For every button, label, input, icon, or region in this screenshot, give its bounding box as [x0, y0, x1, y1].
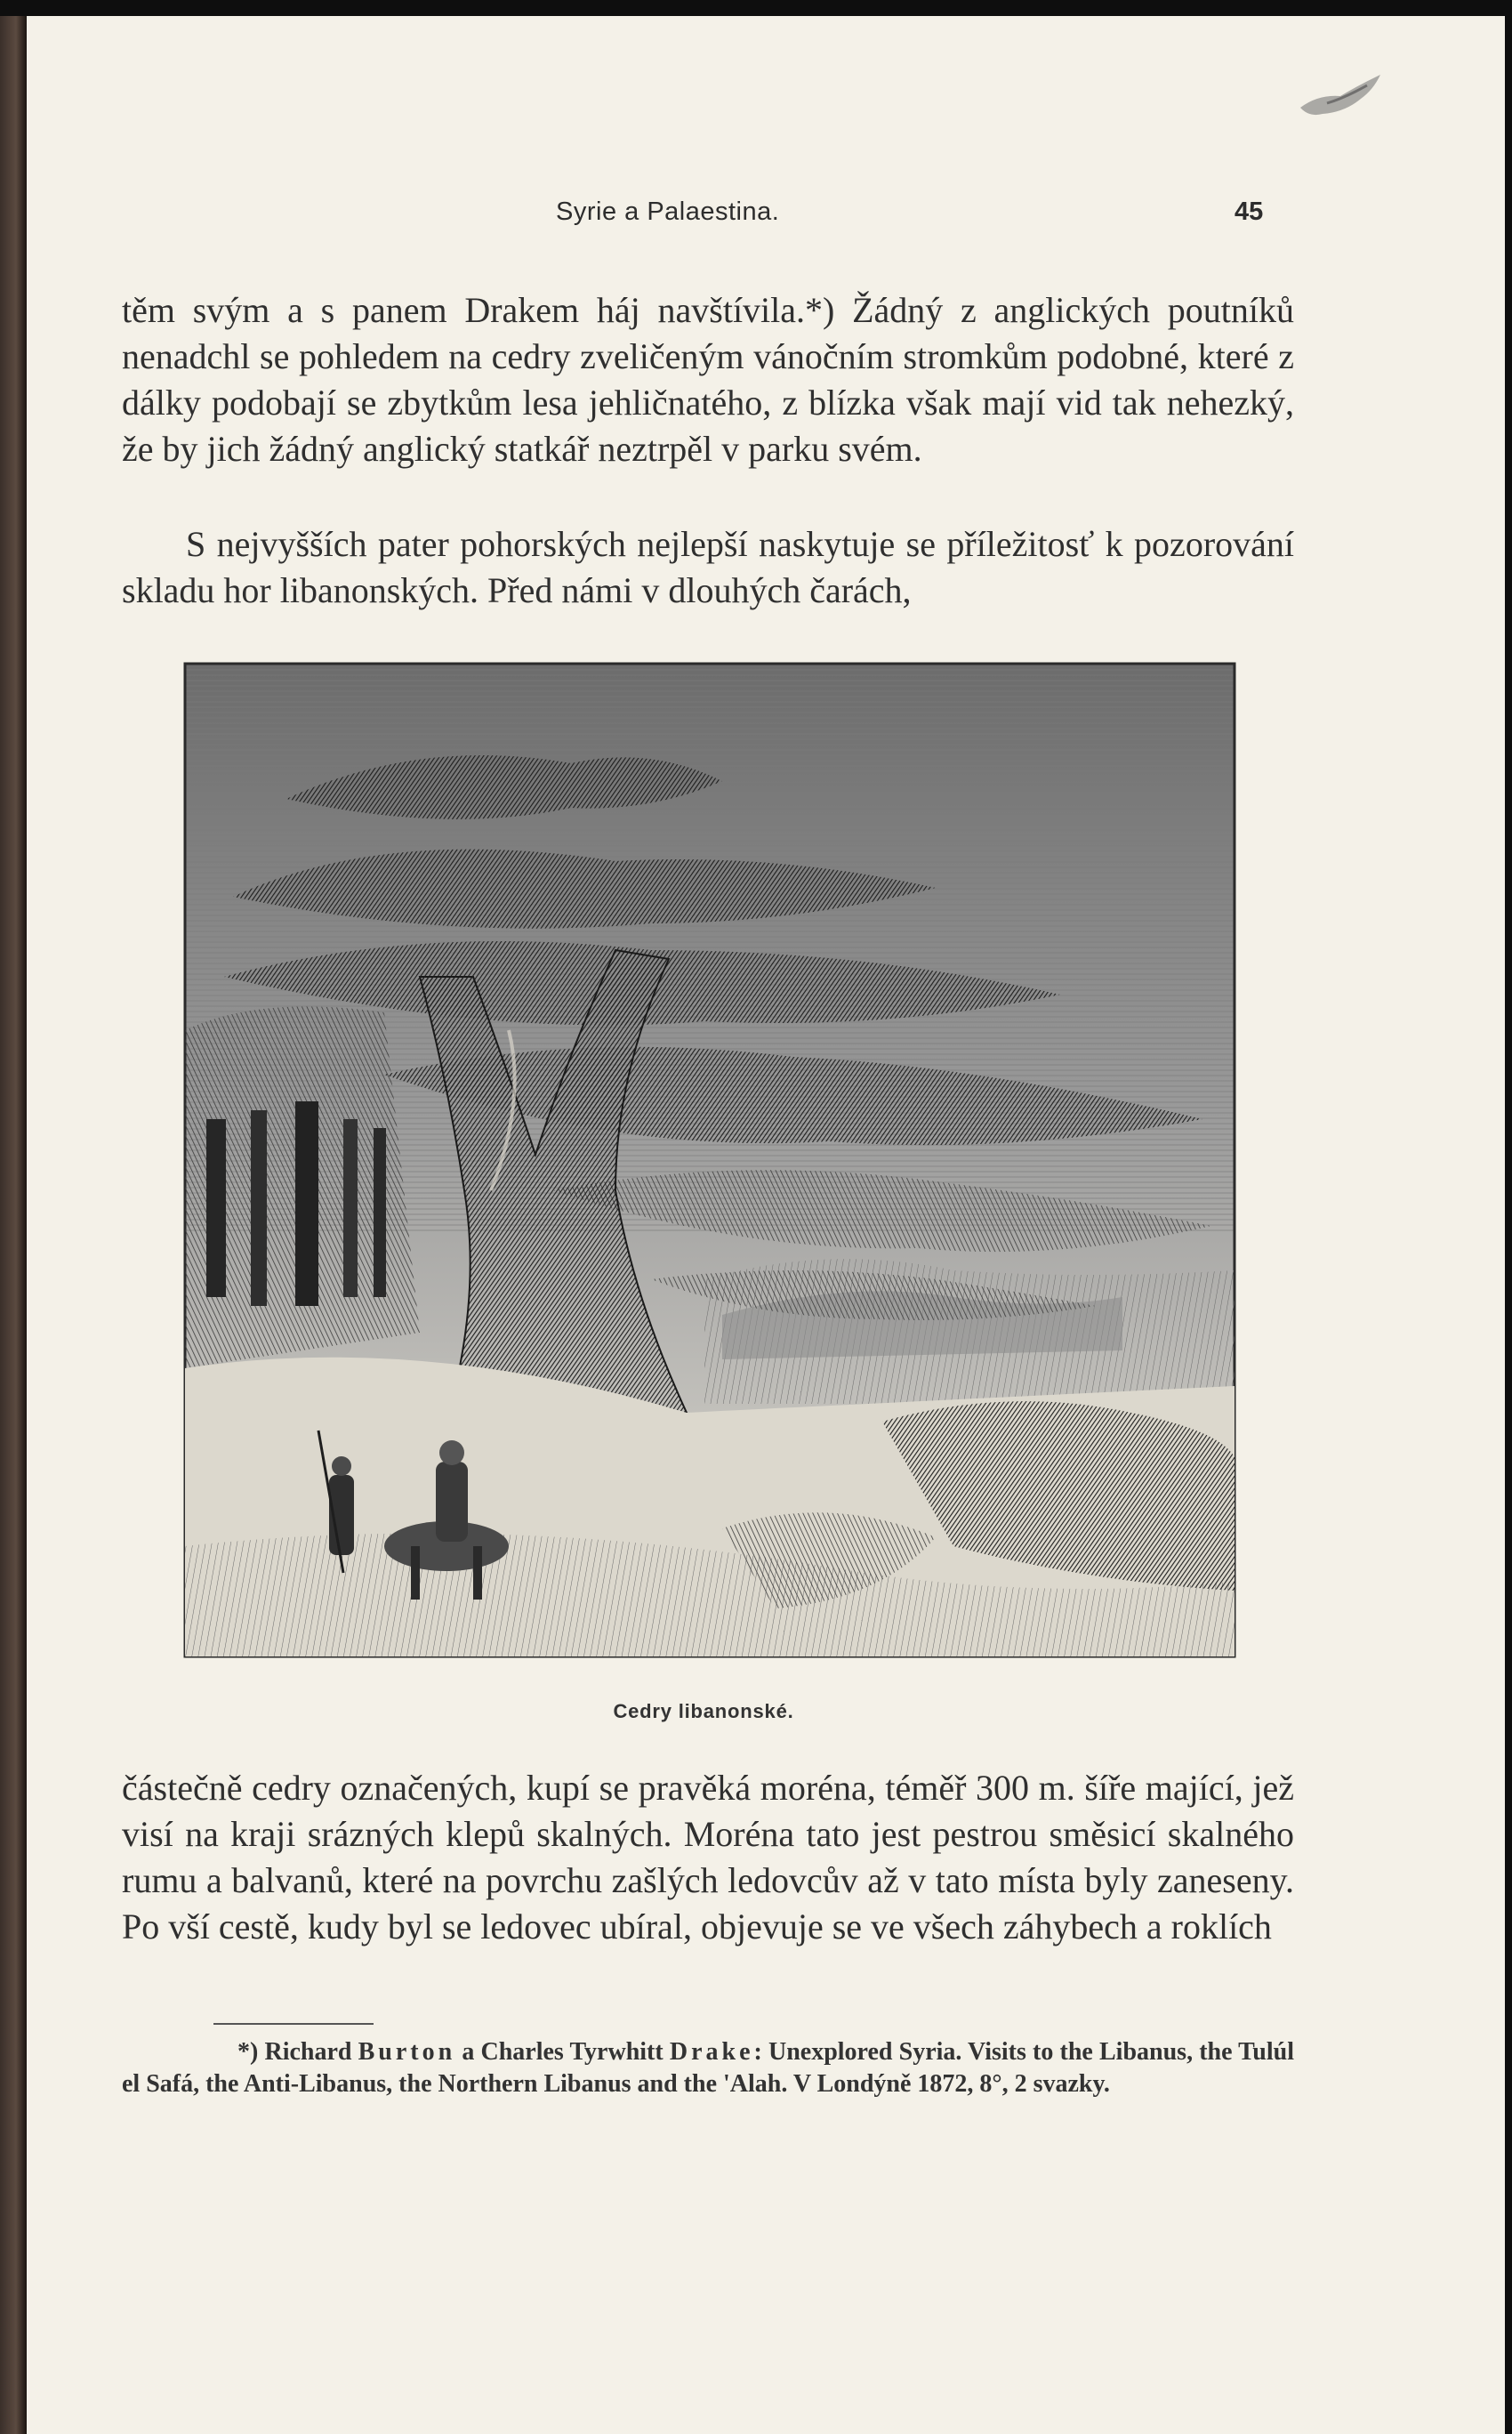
- cedar-engraving: [153, 657, 1267, 1672]
- page-number: 45: [1235, 197, 1264, 226]
- footnote-citation: : Unexplored Syria. Visits to the Libanus, the Tulúl el Safá, the Anti-Libanus, the Northern Libanus and the 'Alah. V Londýně 1872, 8°, 2 svazky.: [122, 2038, 1294, 2098]
- ink-smudge: [1291, 59, 1389, 130]
- book-page: [27, 16, 1505, 2434]
- paragraph-2: S nejvyšších pater pohorských nejlepší naskytuje se příležitosť k pozorování skladu hor libanonských. Před námi v dlouhých čarách,: [122, 524, 1294, 610]
- running-head: [27, 197, 1505, 233]
- footnote-connector: a Charles Tyrwhitt: [455, 2038, 670, 2066]
- paragraph-3: částečně cedry označených, kupí se pravěká moréna, téměř 300 m. šíře mající, jež visí na kraji srázných klepů skalných. Moréna tato jest pestrou směsicí skalného rumu a balvanů, které na povrchu zašlých ledovcův až v tato místa byly zaneseny. Po vší cestě, kudy byl se ledovec ubíral, objevuje se ve všech záhybech a roklích: [122, 1768, 1294, 1946]
- footnote-rule: [213, 2023, 374, 2025]
- paragraph-1: těm svým a s panem Drakem háj navštívila.*) Žádný z anglických poutníků nenadchl se pohledem na cedry zveličeným vánočním stromkům podobné, které z dálky podobají se zbytkům lesa jehličnatého, z blízka však mají vid tak nehezký, že by jich žádný anglický statkář neztrpěl v parku svém.: [122, 290, 1294, 469]
- footnote-marker: *) Richard: [237, 2038, 358, 2066]
- figure-caption: Cedry libanonské.: [613, 1700, 794, 1722]
- running-title: Syrie a Palaestina.: [556, 197, 780, 226]
- footnote: [122, 2036, 1294, 2100]
- book-spine-shadow: [0, 16, 27, 2434]
- footnote-author-2: Drake: [669, 2038, 754, 2066]
- footnote-author-1: Burton: [358, 2038, 456, 2066]
